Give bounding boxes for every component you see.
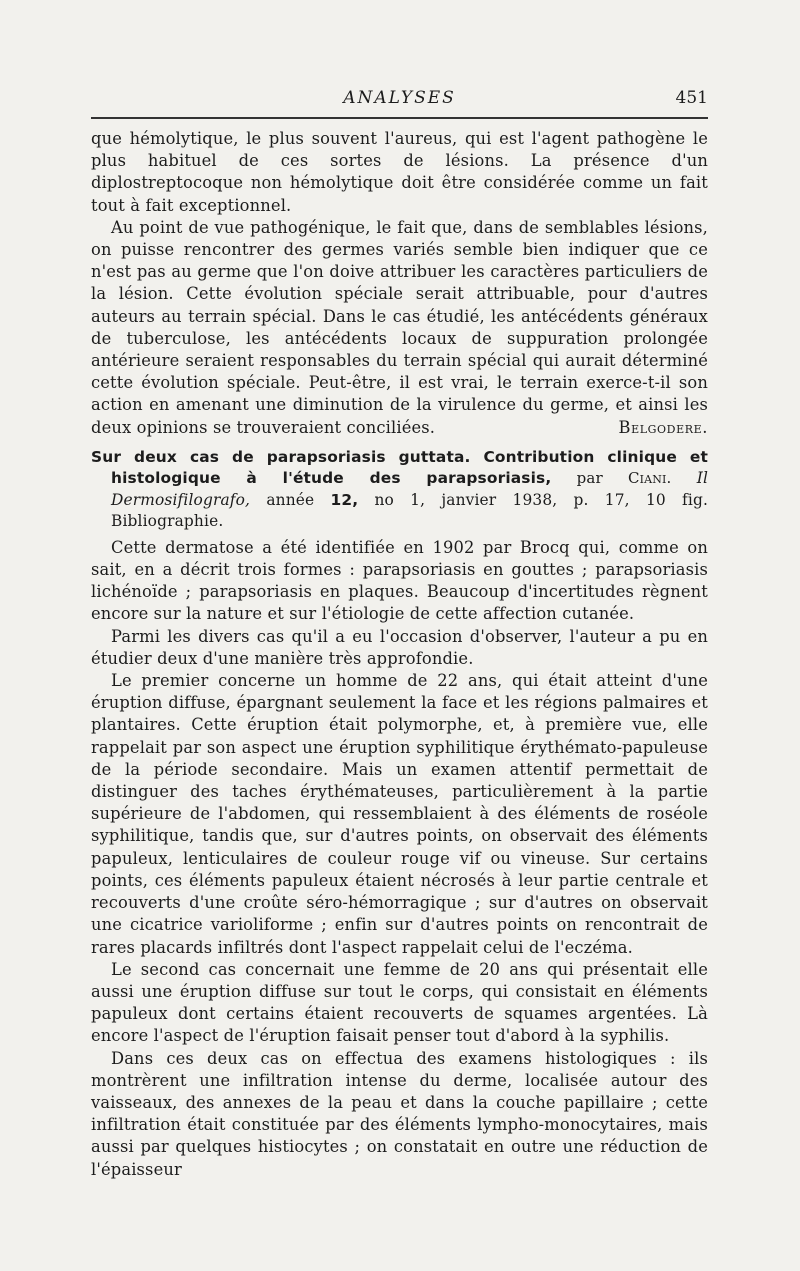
page-number: 451 [675,88,708,108]
paragraph: que hémolytique, le plus souvent l'aureus, qui est l'agent pathogène le plus habituel de ces sortes de lésions. La présence d'un diplostreptocoque non hémolytique doit être considérée comme un fait tout à fait exceptionnel. [91,129,708,215]
article-title: Sur deux cas de parapsoriasis guttata. Contribution clinique et histologique à l'étude des parapsoriasis, [91,447,708,488]
reviewer-signature: Belgodere. [618,417,708,437]
article-author: Ciani. [628,469,672,488]
header-rule [91,117,708,119]
paragraph [91,217,708,439]
journal-details: no 1, janvier 1938, p. 17, 10 fig. Bibliographie. [111,490,708,531]
page-header [91,88,708,116]
article-reference [91,447,708,533]
journal-year: 12, [330,490,359,509]
paragraph: Dans ces deux cas on effectua des examens histologiques : ils montrèrent une infiltration intense du derme, localisée autour des vaisseaux, des annexes de la peau et dans la couche papillaire ; cette infiltration était constituée par des éléments lympho-monocytaires, mais aussi par quelques histiocytes ; on constatait en outre une réduction de l'épaisseur [91,1048,708,1179]
journal-name: Il Dermosifilografo, [111,469,709,509]
article-by: par [576,469,603,488]
paragraph: Le second cas concernait une femme de 20 ans qui présentait elle aussi une éruption diffuse sur tout le corps, qui consistait en éléments papuleux dont certains étaient recouverts de squames argentées. Là encore l'aspect de l'éruption faisait penser tout d'abord à la syphilis. [91,959,708,1046]
paragraph: Parmi les divers cas qu'il a eu l'occasion d'observer, l'auteur a pu en étudier deux d'une manière très approfondie. [91,626,708,668]
journal-annee: année [266,490,315,509]
page-body [91,128,708,1181]
paragraph: Le premier concerne un homme de 22 ans, qui était atteint d'une éruption diffuse, épargnant seulement la face et les régions palmaires et plantaires. Cette éruption était polymorphe, et, à première vue, elle rappelait par son aspect une éruption syphilitique érythémato-papuleuse de la période secondaire. Mais un examen attentif permettait de distinguer des taches érythémateuses, particulièrement à la partie supérieure de l'abdomen, qui ressemblaient à des éléments de roséole syphilitique, tandis que, sur d'autres points, on observait des éléments papuleux, lenticulaires de couleur rouge vif ou vineuse. Sur certains points, ces éléments papuleux étaient nécrosés à leur partie centrale et recouverts d'une croûte séro-hémorragique ; sur d'autres on observait une cicatrice varioliforme ; enfin sur d'autres points on rencontrait de rares placards infiltrés dont l'aspect rappelait celui de l'eczéma. [91,671,708,957]
paragraph: Cette dermatose a été identifiée en 1902 par Brocq qui, comme on sait, en a décrit trois formes : parapsoriasis en gouttes ; parapsoriasis lichénoïde ; parapsoriasis en plaques. Beaucoup d'incertitudes règnent encore sur la nature et sur l'étiologie de cette affection cutanée. [91,537,708,624]
running-title: ANALYSES [343,88,456,108]
paragraph-text: Au point de vue pathogénique, le fait que, dans de semblables lésions, on puisse rencontrer des germes variés semble bien indiquer que ce n'est pas au germe que l'on doive attribuer les caractères particuliers de la lésion. Cette évolution spéciale serait attribuable, pour d'autres auteurs au terrain spécial. Dans le cas étudié, les antécédents généraux de tuberculose, les antécédents locaux de suppuration prolongée antérieure seraient responsables du terrain spécial qui aurait déterminé cette évolution spéciale. Peut-être, il est vrai, le terrain exerce-t-il son action en amenant une diminution de la virulence du germe, et ainsi les deux opinions se trouveraient conciliées. [91,217,708,437]
